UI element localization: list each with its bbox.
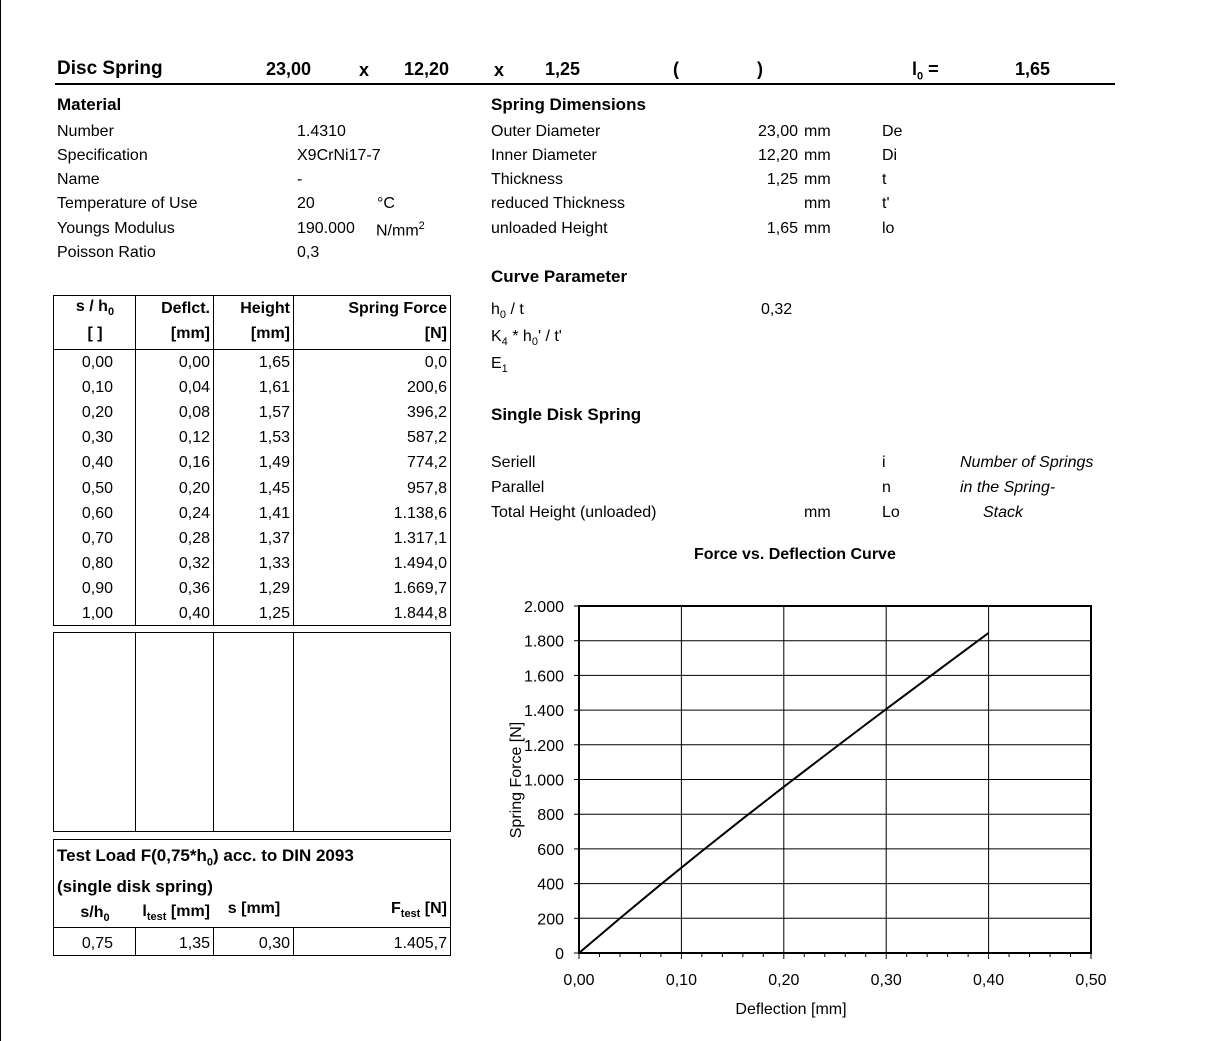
col-header-deflection: Deflct. [161,300,210,317]
chart-x-tick-label: 0,00 [563,972,595,989]
col-header-force-unit: [N] [424,325,447,342]
table-cell: 0,70 [81,529,113,547]
dimension-value: 12,20 [757,147,798,164]
table-cell: 0,60 [81,504,113,522]
header-outer-diameter: 23,00 [266,59,312,79]
table-cell: 957,8 [406,479,447,497]
chart-x-tick-label: 0,50 [1075,972,1107,989]
dimensions-heading: Spring Dimensions [491,95,646,114]
chart-grid [579,606,1091,953]
dimension-label: unloaded Height [491,220,608,237]
col-header-height-unit: [mm] [250,325,290,342]
force-series-line [579,633,989,953]
header-times-2: x [494,60,505,80]
curve-parameter-heading: Curve Parameter [491,267,628,286]
seriell-symbol: i [882,454,886,471]
dimension-unit: mm [804,220,831,237]
dimension-symbol: De [882,123,903,140]
test-col-ftest: $F_{test}$ [N] [391,900,447,921]
table-cell: 0,40 [178,605,210,622]
material-unit: $N/mm^2$ [376,220,425,240]
dimension-symbol: Di [882,147,898,164]
dimension-unit: mm [804,195,831,212]
material-value: 0,3 [297,244,320,261]
chart-ticks [574,606,1091,959]
dimension-symbol: lo [882,220,895,237]
test-load-subtitle: (single disk spring) [57,877,213,896]
table-cell: 0,08 [178,404,210,422]
chart-x-tick-label: 0,40 [973,972,1005,989]
table-cell: 0,40 [81,454,113,472]
material-value: X9CrNi17-7 [297,147,381,164]
table-cell: 1,57 [258,404,290,422]
table-cell: 0,24 [178,504,210,522]
header-inner-diameter: 12,20 [404,59,450,79]
empty-table [53,632,451,832]
material-label: Specification [57,147,148,164]
header-l0-value: 1,65 [1015,59,1051,79]
table-cell: 1,41 [258,504,290,522]
material-value: 190.000 [297,220,355,237]
material-value: - [297,171,303,188]
dimension-label: Outer Diameter [491,123,601,140]
table-cell: 0,80 [81,554,113,572]
chart-y-tick-label: 1.200 [523,737,564,755]
page-title: Disc Spring [57,58,163,79]
table-cell: 1.669,7 [393,579,447,597]
table-cell: 1,61 [258,379,290,397]
header-times-1: x [359,60,370,80]
empty-table-divider-1 [135,632,136,832]
table-cell: 1,00 [81,605,113,622]
header-l0-label: $l_0$ = [912,59,939,83]
springs-note-3: Stack [983,504,1024,521]
header-paren-open: ( [673,59,679,79]
chart-x-axis-label: Deflection [mm] [735,1001,847,1018]
test-load-divider [53,927,451,928]
chart-y-axis-label: Spring Force [N] [508,721,525,839]
table-cell: 0,0 [424,354,447,371]
header-thickness: 1,25 [545,59,581,79]
table-cell: 0,12 [178,429,210,447]
dimension-label: Inner Diameter [491,147,597,164]
table-cell: 0,50 [81,479,113,497]
table-cell: 0,30 [81,429,113,447]
material-value: 1.4310 [297,123,346,140]
table-cell: 0,90 [81,579,113,597]
table-cell: 396,2 [406,404,447,422]
table-cell: 0,00 [178,354,210,371]
table-cell: 1,33 [258,554,290,572]
dimension-unit: mm [804,171,831,188]
table-cell: 1,53 [258,429,290,447]
chart-tick-labels [524,599,1107,989]
material-label: Temperature of Use [57,195,198,212]
table-cell: 0,04 [178,379,210,397]
col-header-force: Spring Force [348,300,447,317]
test-value-ftest: 1.405,7 [393,935,447,952]
material-label: Poisson Ratio [57,244,156,261]
dimension-label: reduced Thickness [491,195,625,212]
e1-label: $E_1$ [491,355,508,376]
table-cell: 1,37 [258,529,290,547]
empty-table-divider-3 [293,632,294,832]
material-label: Youngs Modulus [57,220,175,237]
table-cell: 0,28 [178,529,210,547]
table-cell: 0,20 [81,404,113,422]
chart-x-tick-label: 0,30 [870,972,902,989]
chart-title: Force vs. Deflection Curve [694,546,896,563]
table-cell: 774,2 [406,454,447,472]
k4-label: $K_4 * h_0'$ / t' [491,328,562,349]
chart-y-tick-label: 800 [537,807,564,825]
test-load-title: Test Load $F(0,75*h_0)$ acc. to DIN 2093 [57,846,354,869]
total-height-unit: mm [804,504,831,521]
chart-y-tick-label: 1.400 [523,703,564,721]
test-col-ltest: $l_{test}$ [mm] [142,903,210,924]
chart-y-tick-label: 0 [555,946,564,963]
chart-y-tick-label: 1.000 [523,772,564,790]
table-cell: 1,45 [258,479,290,497]
test-value-s: 0,30 [258,935,290,952]
table-cell: 1,49 [258,454,290,472]
chart-x-tick-label: 0,20 [768,972,800,989]
h0-t-value: 0,32 [761,301,793,318]
table-cell: 1,65 [258,354,290,371]
dimension-symbol: t [882,171,887,188]
total-height-label: Total Height (unloaded) [491,504,657,521]
table-cell: 0,16 [178,454,210,472]
material-unit: °C [377,195,395,212]
table-cell: 1,29 [258,579,290,597]
table-cell: 1,25 [258,605,290,622]
dimension-value: 23,00 [757,123,798,140]
dimension-value: 1,65 [766,220,798,237]
empty-table-divider-2 [213,632,214,832]
parallel-symbol: n [882,479,891,496]
springs-note-1: Number of Springs [960,454,1094,471]
force-table-header-divider [53,349,451,350]
table-cell: 1.317,1 [393,529,447,547]
col-header-ratio: s / $h_0$ [75,298,115,319]
chart-x-tick-label: 0,10 [665,972,697,989]
page-left-border [0,0,1,1041]
col-header-height: Height [240,300,290,317]
test-col-ratio: $s/h_0$ [80,904,110,925]
col-header-ratio-unit: [ ] [87,325,103,342]
chart-y-tick-label: 1.600 [523,668,564,686]
chart-plot-area [579,606,1091,953]
seriell-label: Seriell [491,454,536,471]
table-cell: 1.138,6 [393,504,447,522]
total-height-symbol: Lo [882,504,900,521]
test-col-s: s [mm] [227,900,281,917]
table-cell: 1.844,8 [393,605,447,622]
dimension-symbol: t' [882,195,890,212]
dimension-unit: mm [804,123,831,140]
col-header-deflection-unit: [mm] [170,325,210,342]
material-heading: Material [57,95,122,114]
dimension-unit: mm [804,147,831,164]
dimension-value: 1,25 [766,171,798,188]
material-value: 20 [297,195,315,212]
table-cell: 0,10 [81,379,113,397]
header-paren-close: ) [757,59,763,79]
test-value-ratio: 0,75 [81,935,113,952]
chart-y-tick-label: 600 [537,841,564,859]
table-cell: 0,32 [178,554,210,572]
test-value-ltest: 1,35 [178,935,210,952]
table-cell: 200,6 [406,379,447,397]
material-label: Number [57,123,114,140]
table-cell: 0,00 [81,354,113,371]
chart-y-tick-label: 2.000 [523,599,564,616]
dimension-label: Thickness [491,171,564,188]
table-cell: 1.494,0 [393,554,447,572]
h0-t-label: $h_0$ / t [491,301,524,322]
table-cell: 0,36 [178,579,210,597]
chart-y-tick-label: 200 [537,911,564,929]
parallel-label: Parallel [491,479,545,496]
header-underline [55,83,1115,85]
material-label: Name [57,171,100,188]
springs-note-2: in the Spring- [960,479,1056,496]
single-disk-heading: Single Disk Spring [491,405,642,424]
table-cell: 0,20 [178,479,210,497]
chart-y-tick-label: 400 [537,876,564,894]
table-cell: 587,2 [406,429,447,447]
chart-y-tick-label: 1.800 [523,633,564,651]
